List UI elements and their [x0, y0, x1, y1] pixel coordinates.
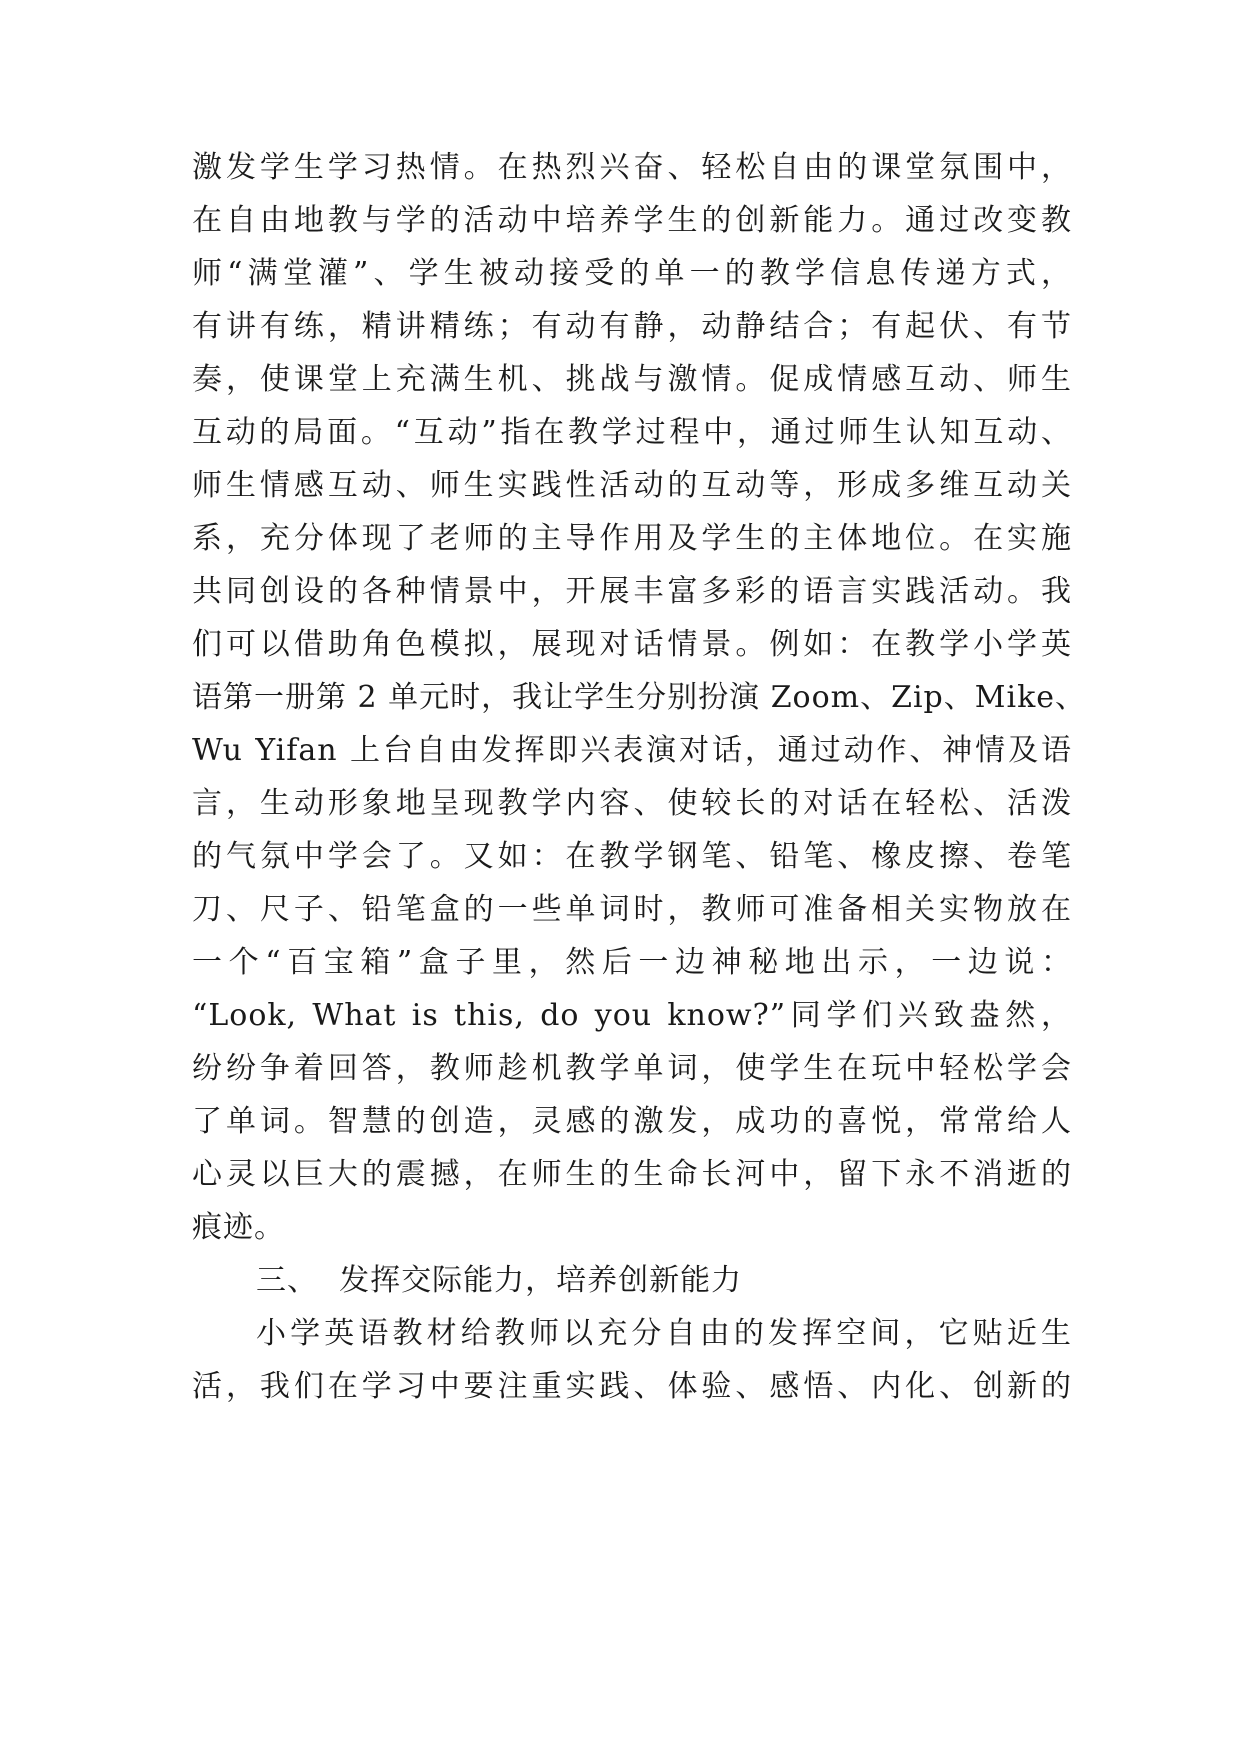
text-line: 师“满堂灌”、学生被动接受的单一的教学信息传递方式， — [192, 256, 1072, 291]
text-line: 了单词。智慧的创造，灵感的激发，成功的喜悦，常常给人 — [192, 1104, 1072, 1139]
text-line: 纷纷争着回答，教师趁机教学单词，使学生在玩中轻松学会 — [192, 1051, 1072, 1086]
text-line: 痕迹。 — [192, 1210, 285, 1245]
text-line: 激发学生学习热情。在热烈兴奋、轻松自由的课堂氛围中， — [192, 150, 1072, 185]
text-line: 心灵以巨大的震撼，在师生的生命长河中，留下永不消逝的 — [192, 1157, 1072, 1192]
text-line: 活，我们在学习中要注重实践、体验、感悟、内化、创新的 — [192, 1369, 1072, 1404]
text-line: “Look, What is this, do you know?”同学们兴致盎然， — [192, 998, 1072, 1033]
text-line: Wu Yifan 上台自由发挥即兴表演对话，通过动作、神情及语 — [192, 733, 1072, 768]
text-line: 互动的局面。“互动”指在教学过程中，通过师生认知互动、 — [192, 415, 1072, 450]
text-line: 奏，使课堂上充满生机、挑战与激情。促成情感互动、师生 — [192, 362, 1072, 397]
text-line: 一个“百宝箱”盒子里，然后一边神秘地出示，一边说： — [192, 945, 1072, 980]
text-line: 刀、尺子、铅笔盒的一些单词时，教师可准备相关实物放在 — [192, 892, 1072, 927]
text-line: 们可以借助角色模拟，展现对话情景。例如：在教学小学英 — [192, 627, 1072, 662]
text-line: 言，生动形象地呈现教学内容、使较长的对话在轻松、活泼 — [192, 786, 1072, 821]
text-line: 系，充分体现了老师的主导作用及学生的主体地位。在实施 — [192, 521, 1072, 556]
text-line: 在自由地教与学的活动中培养学生的创新能力。通过改变教 — [192, 203, 1072, 238]
text-line: 有讲有练，精讲精练；有动有静，动静结合；有起伏、有节 — [192, 309, 1072, 344]
text-line: 语第一册第 2 单元时，我让学生分别扮演 Zoom、Zip、Mike、 — [192, 680, 1086, 715]
text-line: 的气氛中学会了。又如：在教学钢笔、铅笔、橡皮擦、卷笔 — [192, 839, 1072, 874]
text-line: 小学英语教材给教师以充分自由的发挥空间，它贴近生 — [256, 1316, 1072, 1351]
text-line: 师生情感互动、师生实践性活动的互动等，形成多维互动关 — [192, 468, 1072, 503]
text-line: 共同创设的各种情景中，开展丰富多彩的语言实践活动。我 — [192, 574, 1072, 609]
section-heading: 三、 发挥交际能力，培养创新能力 — [256, 1263, 743, 1298]
